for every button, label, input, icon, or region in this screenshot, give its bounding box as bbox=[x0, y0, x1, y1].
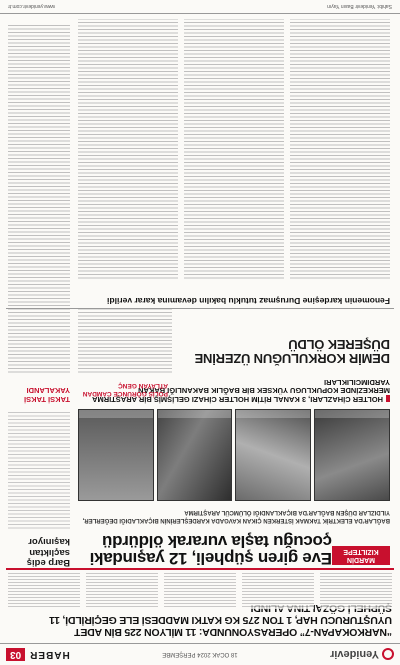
side-story-text: TAKSİ TAKSİ YAKALANDI bbox=[24, 386, 70, 404]
body-text bbox=[78, 309, 172, 375]
photo-strip bbox=[78, 409, 390, 501]
logo-text: Yenidevir bbox=[330, 648, 379, 661]
text-column bbox=[164, 573, 236, 609]
divider bbox=[6, 568, 394, 570]
masthead bbox=[0, 643, 400, 665]
news-photo bbox=[157, 409, 233, 501]
body-text bbox=[184, 19, 284, 281]
footer-left: Sahibi: Yenidevir Basın Yayın bbox=[327, 3, 392, 10]
page-number: 03 bbox=[6, 648, 25, 661]
issue-date: 18 OCAK 2024 PERŞEMBE bbox=[162, 651, 238, 658]
logo-icon bbox=[382, 649, 394, 661]
text-column bbox=[86, 573, 158, 609]
panel-title-text: HOLTER CİHAZLARI, 3 KANAL RİTİM HOLTER CİHAZI GELİŞMİŞ BİR ARAŞTIRMA MERKEZİNDE KOPUKLUGU YÜKSEK BİR BAĞLIK BAKANLIĞI BAKAN YARDIMCILIKLARI bbox=[92, 377, 390, 404]
sub-headline: Fenomenin kardeşine Duruşmaz tutuklu bakılın devamına karar verildi bbox=[107, 296, 390, 306]
body-text bbox=[8, 25, 70, 375]
badge-line: MARDİN bbox=[347, 556, 375, 563]
text-column bbox=[320, 573, 392, 609]
divider bbox=[6, 308, 394, 309]
news-photo bbox=[236, 409, 312, 501]
news-photo bbox=[78, 409, 154, 501]
badge-line: KIZILTEPE bbox=[343, 548, 379, 556]
accent-bar bbox=[386, 395, 390, 402]
mid-headline bbox=[78, 381, 168, 397]
location-badge bbox=[332, 546, 390, 565]
side-column bbox=[8, 411, 70, 531]
second-headline: DEMİR KORKULUĞUN ÜZERİNE DÜŞEREK ÖLDÜ bbox=[194, 337, 390, 366]
news-photo bbox=[314, 409, 390, 501]
footer-right: www.yenidevir.com.tr bbox=[8, 3, 55, 10]
top-headline: “NARKOKAPAN-7” OPERASYONUNDA: 11 MİLYON 225 BİN ADET UYUŞTURUCU HAP, 1 TON 275 KG KATKI MADDESİ ELE GEÇİRİLDİ, 11 GÖZALTINA bbox=[49, 601, 392, 638]
main-headline: Eve giren şüpheli, 12 yaşındaki çocuğu taşla vurarak öldürdü bbox=[89, 531, 332, 568]
body-text bbox=[290, 19, 390, 281]
mid-headline-text: POLİS GÖRÜNCE CAMDAN ATLAYAN GENÇ bbox=[82, 382, 168, 397]
footer bbox=[0, 0, 400, 14]
logo bbox=[330, 649, 394, 661]
section-label bbox=[6, 648, 70, 661]
main-deck: BAĞLAR’DA ELEKTRİK TAKMAK İSTERKEN ÇIKAN KAVGADA KARDEŞLERİNİN BIÇAKLADIĞI DEĞERLER, YILDIZLAR DÜŞEN BAĞLAR’DA BIÇAKLANDIĞI ÖLÜMCÜL ARAŞTIRMA bbox=[82, 509, 390, 523]
body-text bbox=[78, 19, 178, 281]
side-headline: Barp ediş saçlıktan kaşınıyor bbox=[26, 536, 70, 568]
section-name: HABER bbox=[29, 649, 70, 660]
top-story-columns bbox=[8, 573, 392, 609]
text-column bbox=[8, 573, 80, 609]
side-story-headline bbox=[8, 386, 70, 403]
text-column bbox=[242, 573, 314, 609]
